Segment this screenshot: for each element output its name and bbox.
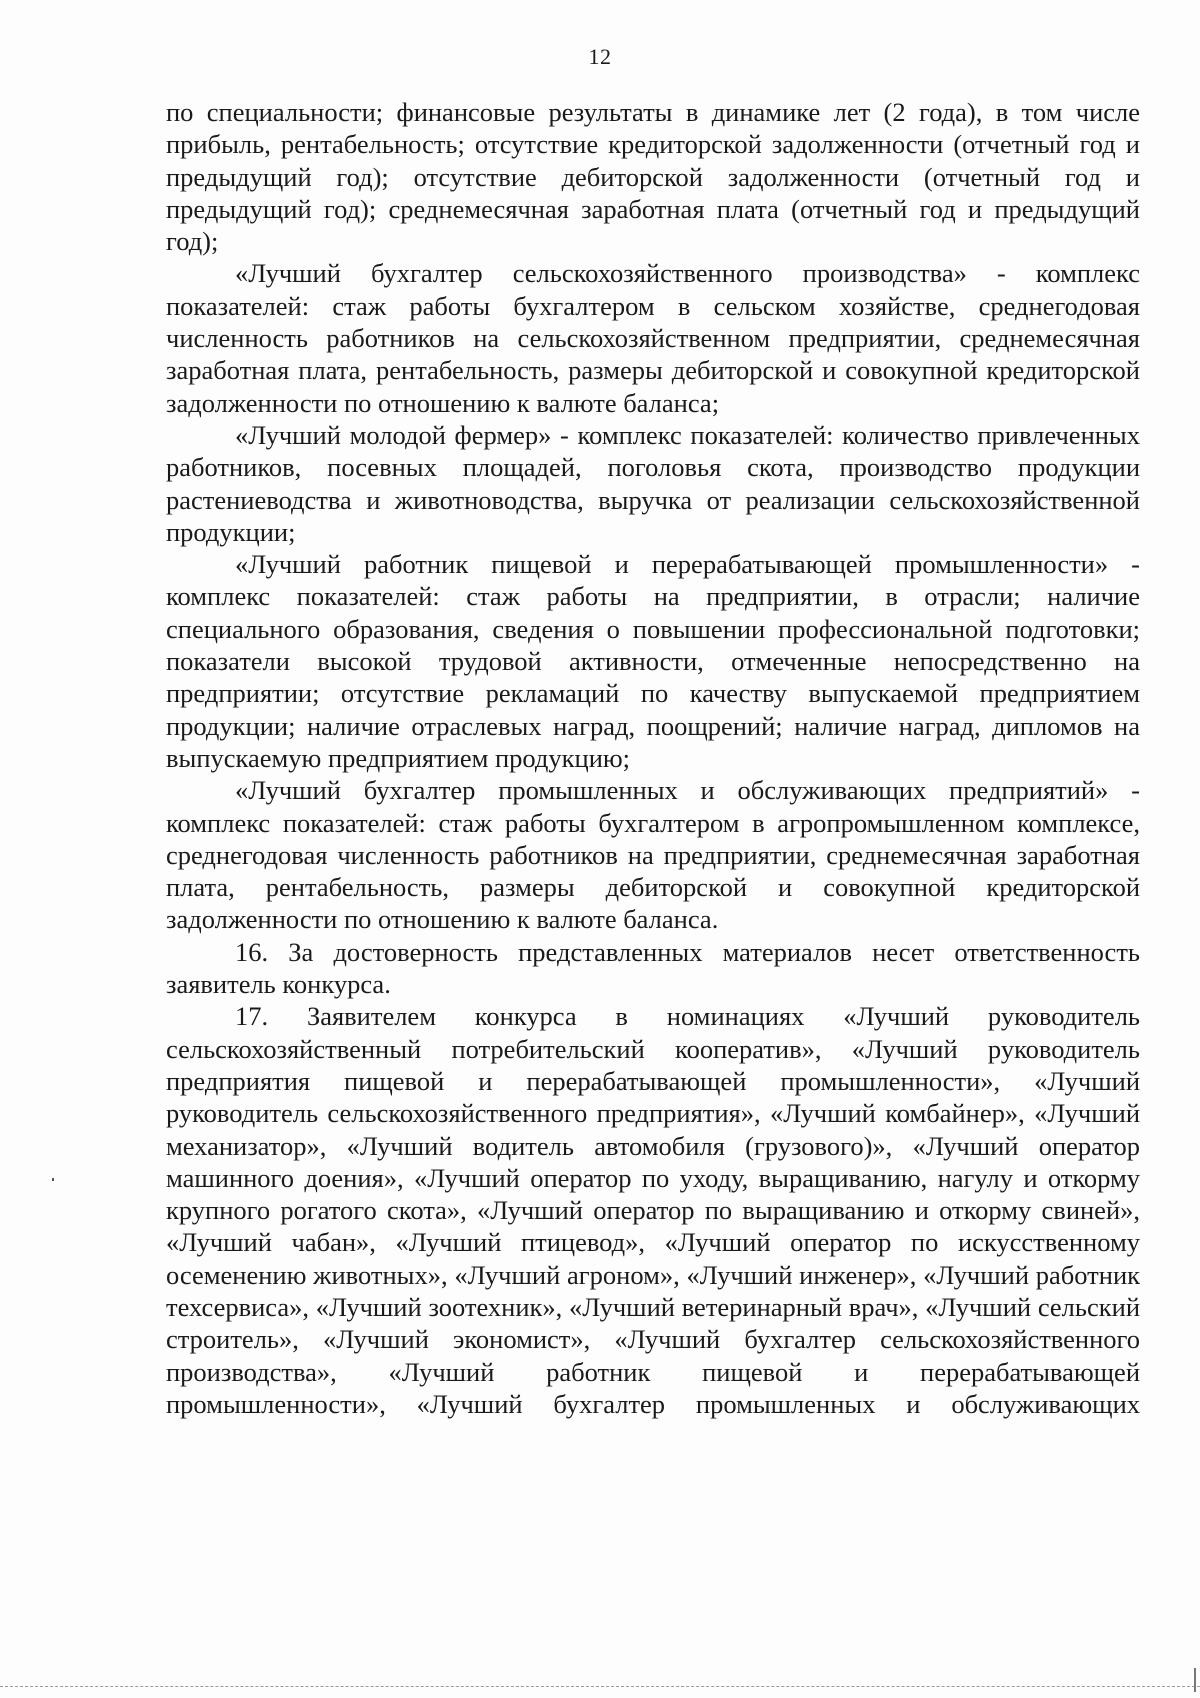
paragraph-best-accountant-industrial: «Лучший бухгалтер промышленных и обслуживающих предприятий» - комплекс показателей: стаж работы бухгалтером в агропромышленном комплексе, среднегодовая численность работников на предприятии, среднемесячная заработная плата, рентабельность, размеры дебиторской и совокупной кредиторской задолженности по отношению к валюте баланса. — [166, 775, 1140, 935]
scan-bottom-edge — [0, 1686, 1200, 1687]
paragraph-continuation: по специальности; финансовые результаты в динамике лет (2 года), в том числе прибыль, рентабельность; отсутствие кредиторской задолженности (отчетный год и предыдущий год); отсутствие дебиторской задолженности (отчетный год и предыдущий год); среднемесячная заработная плата (отчетный год и предыдущий год); — [166, 97, 1140, 257]
paragraph-item-17: 17. Заявителем конкурса в номинациях «Лучший руководитель сельскохозяйственный потребительский кооператив», «Лучший руководитель предприятия пищевой и перерабатывающей промышленности», «Лучший руководитель сельскохозяйственного предприятия», «Лучший комбайнер», «Лучший механизатор», «Лучший водитель автомобиля (грузового)», «Лучший оператор машинного доения», «Лучший оператор по уходу, выращиванию, нагулу и откорму крупного рогатого скота», «Лучший оператор по выращиванию и откорму свиней», «Лучший чабан», «Лучший птицевод», «Лучший оператор по искусственному осеменению животных», «Лучший агроном», «Лучший инженер», «Лучший работник техсервиса», «Лучший зоотехник», «Лучший ветеринарный врач», «Лучший сельский строитель», «Лучший экономист», «Лучший бухгалтер сельскохозяйственного производства», «Лучший работник пищевой и перерабатывающей промышленности», «Лучший бухгалтер промышленных и обслуживающих — [166, 1001, 1140, 1419]
scan-speck — [52, 1178, 54, 1181]
paragraph-best-accountant-agri: «Лучший бухгалтер сельскохозяйственного производства» - комплекс показателей: стаж работы бухгалтером в сельском хозяйстве, среднегодовая численность работников на сельскохозяйственном предприятии, среднемесячная заработная плата, рентабельность, размеры дебиторской и совокупной кредиторской задолженности по отношению к валюте баланса; — [166, 258, 1140, 418]
paragraph-item-16: 16. За достоверность представленных материалов несет ответственность заявитель конкурса. — [166, 936, 1140, 1000]
scan-right-edge-mark — [1194, 1668, 1196, 1692]
paragraph-best-young-farmer: «Лучший молодой фермер» - комплекс показателей: количество привлеченных работников, посевных площадей, поголовья скота, производство продукции растениеводства и животноводства, выручка от реализации сельскохозяйственной продукции; — [166, 419, 1140, 547]
document-body — [166, 96, 1140, 1420]
page-number: 12 — [588, 44, 612, 69]
paragraph-best-food-industry-worker: «Лучший работник пищевой и перерабатывающей промышленности» - комплекс показателей: стаж работы на предприятии, в отрасли; наличие специального образования, сведения о повышении профессиональной подготовки; показатели высокой трудовой активности, отмеченные непосредственно на предприятии; отсутствие рекламаций по качеству выпускаемой предприятием продукции; наличие отраслевых наград, поощрений; наличие наград, дипломов на выпускаемую предприятием продукцию; — [166, 549, 1140, 773]
